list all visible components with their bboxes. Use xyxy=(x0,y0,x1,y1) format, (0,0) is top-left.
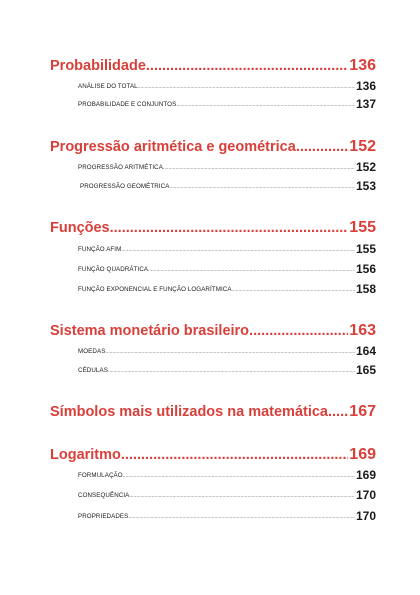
subsection-page-number: 156 xyxy=(355,262,376,276)
section-title: Sistema monetário brasileiro xyxy=(50,323,250,339)
dot-leader xyxy=(146,56,348,76)
subsection-page-number: 170 xyxy=(355,488,376,502)
toc-subsection[interactable] xyxy=(78,79,376,93)
toc-section-progressao[interactable] xyxy=(50,137,376,157)
toc-subsection[interactable] xyxy=(78,179,376,193)
section-title: Símbolos mais utilizados na matemática xyxy=(50,404,328,420)
subsection-page-number: 164 xyxy=(355,344,376,358)
section-page-number: 152 xyxy=(349,138,376,155)
section-page-number: 169 xyxy=(349,446,376,463)
subsection-page-number: 137 xyxy=(355,97,376,111)
dot-leader xyxy=(296,137,348,157)
toc-subsection[interactable] xyxy=(78,488,376,502)
dot-leader xyxy=(249,321,348,341)
dot-leader xyxy=(108,366,355,377)
section-page-number: 155 xyxy=(349,219,376,236)
dot-leader xyxy=(105,347,355,358)
subsection-title: PROBABILIDADE E CONJUNTOS xyxy=(78,101,177,108)
toc-subsection[interactable] xyxy=(78,242,376,256)
toc-subsection[interactable] xyxy=(78,509,376,523)
section-title: Logaritmo xyxy=(50,447,121,463)
toc-section-sistema-monetario[interactable] xyxy=(50,321,376,341)
subsection-title: MOEDAS xyxy=(78,348,106,355)
subsection-page-number: 158 xyxy=(355,282,376,296)
subsection-title: PROGRESSÃO ARITMÉTICA xyxy=(78,164,163,171)
subsection-title: PROPRIEDADES xyxy=(78,513,129,520)
dot-leader xyxy=(110,218,349,238)
subsection-title: CONSEQUÊNCIA xyxy=(78,492,130,499)
section-title: Funções xyxy=(50,220,110,236)
section-title: Progressão aritmética e geométrica xyxy=(50,139,296,155)
dot-leader xyxy=(128,512,355,523)
subsection-page-number: 169 xyxy=(355,468,376,482)
dot-leader xyxy=(169,182,355,193)
toc-subsection[interactable] xyxy=(78,160,376,174)
subsection-page-number: 152 xyxy=(355,160,376,174)
subsection-page-number: 153 xyxy=(355,179,376,193)
subsection-title: FORMULAÇÃO xyxy=(78,472,123,479)
toc-subsection[interactable] xyxy=(78,344,376,358)
toc-subsection[interactable] xyxy=(78,97,376,111)
dot-leader xyxy=(328,402,348,422)
dot-leader xyxy=(148,265,355,276)
dot-leader xyxy=(176,100,355,111)
dot-leader xyxy=(123,471,355,482)
section-title: Probabilidade xyxy=(50,58,146,74)
dot-leader xyxy=(121,245,355,256)
subsection-title: FUNÇÃO QUADRÁTICA xyxy=(78,266,149,273)
dot-leader xyxy=(121,445,348,465)
section-page-number: 163 xyxy=(349,322,376,339)
section-page-number: 136 xyxy=(349,57,376,74)
toc-subsection[interactable] xyxy=(78,468,376,482)
toc-section-funcoes[interactable] xyxy=(50,218,376,238)
dot-leader xyxy=(129,491,355,502)
toc-section-simbolos[interactable] xyxy=(50,402,376,422)
subsection-page-number: 136 xyxy=(355,79,376,93)
dot-leader xyxy=(138,82,355,93)
subsection-page-number: 155 xyxy=(355,242,376,256)
subsection-title: CÉDULAS xyxy=(78,367,108,374)
subsection-title: PROGRESSÃO GEOMÉTRICA xyxy=(80,183,170,190)
subsection-title: ANÁLISE DO TOTAL xyxy=(78,83,138,90)
dot-leader xyxy=(232,285,355,296)
toc-subsection[interactable] xyxy=(78,282,376,296)
subsection-page-number: 170 xyxy=(355,509,376,523)
dot-leader xyxy=(163,163,355,174)
subsection-title: FUNÇÃO AFIM xyxy=(78,246,122,253)
subsection-title: FUNÇÃO EXPONENCIAL E FUNÇÃO LOGARÍTMICA xyxy=(78,286,232,293)
toc-section-logaritmo[interactable] xyxy=(50,445,376,465)
toc-subsection[interactable] xyxy=(78,363,376,377)
subsection-page-number: 165 xyxy=(355,363,376,377)
section-page-number: 167 xyxy=(349,403,376,420)
toc-subsection[interactable] xyxy=(78,262,376,276)
toc-section-probabilidade[interactable] xyxy=(50,56,376,76)
